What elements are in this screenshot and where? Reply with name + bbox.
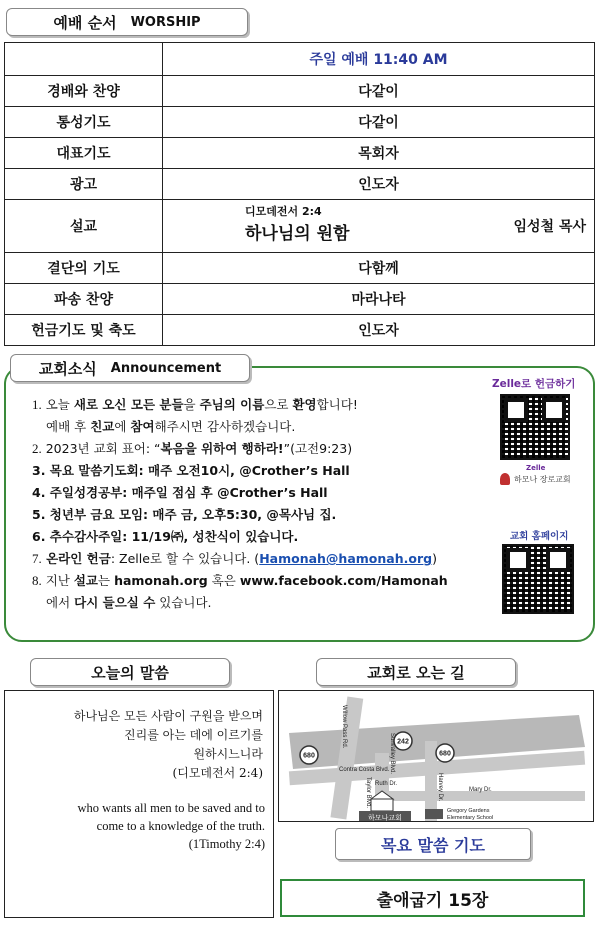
verse-korean: 하나님은 모든 사람이 구원을 받으며 진리를 아는 데에 이르기를 원하시느니라 (디모데전서 2:4) [73, 709, 263, 780]
sermon-reference: 디모데전서 2:4 [245, 205, 322, 218]
preacher-name: 임성철 목사 [513, 219, 586, 235]
label-church: 하모나교회 [368, 815, 402, 822]
order-item: 광고 [5, 169, 163, 200]
label-school1: Gregory Gardens [447, 808, 490, 814]
service-time: 주일 예배 11:40 AM [163, 43, 595, 76]
label-willow: Willow Pass Rd. [341, 705, 347, 749]
label-680b: 680 [439, 750, 451, 758]
order-item-sermon: 설교 [5, 200, 163, 253]
email-link[interactable]: Hamonah@hamonah.org [259, 551, 433, 566]
verse-english: who wants all men to be saved and to come to a knowledge of the truth. (1Timothy 2:4) [77, 801, 265, 851]
list-item: 7. 온라인 헌금: Zelle로 할 수 있습니다. (Hamonah@hamonah.org) [32, 551, 437, 566]
order-leader: 다같이 [163, 107, 595, 138]
label-242: 242 [397, 738, 409, 746]
announcement-header-ko: 교회소식 [38, 359, 97, 378]
map-graphic [279, 691, 594, 822]
worship-header [6, 8, 248, 36]
today-verse-box [4, 690, 274, 918]
label-680a: 680 [303, 752, 315, 760]
order-leader: 다같이 [163, 76, 595, 107]
zelle-label: Zelle로 헌금하기 [492, 378, 576, 390]
list-item: 3. 목요 말씀기도회: 매주 오전10시, @Crother’s Hall [32, 463, 350, 478]
order-leader: 인도자 [163, 315, 595, 346]
announcement-list [32, 394, 492, 614]
order-leader: 목회자 [163, 138, 595, 169]
thursday-prayer-header: 목요 말씀 기도 [335, 828, 531, 860]
order-item: 통성기도 [5, 107, 163, 138]
order-item: 결단의 기도 [5, 253, 163, 284]
order-item: 경배와 찬양 [5, 76, 163, 107]
church-logo [500, 471, 580, 487]
list-item: 5. 청년부 금요 모임: 매주 금, 오후5:30, @목사님 집. [32, 507, 337, 522]
announcement-box [4, 366, 595, 642]
label-mary: Mary Dr. [469, 787, 492, 793]
homepage-label: 교회 홈페이지 [510, 531, 569, 542]
label-ruth: Ruth Dr. [375, 781, 398, 787]
order-leader: 마라나타 [163, 284, 595, 315]
announcement-header-en: Announcement [110, 360, 222, 376]
worship-table [4, 42, 595, 346]
list-item: 6. 추수감사주일: 11/19㈜, 성찬식이 있습니다. [32, 529, 299, 544]
label-sunvalley: Sunvalley Blvd. [389, 733, 395, 775]
list-item: 4. 주일성경공부: 매주일 점심 후 @Crother’s Hall [32, 485, 328, 500]
church-building-icon [371, 799, 393, 811]
worship-header-en: WORSHIP [130, 14, 201, 30]
school-marker-icon [425, 809, 443, 819]
sermon-title: 하나님의 원함 [245, 224, 350, 244]
list-item: 2. 2023년 교회 표어: “복음을 위하여 행하라!”(고전9:23) [32, 441, 353, 456]
order-leader: 다함께 [163, 253, 595, 284]
today-word-header: 오늘의 말씀 [30, 658, 230, 686]
worship-header-ko: 예배 순서 [53, 13, 117, 32]
label-hamey: Harvey Dr. [437, 773, 443, 802]
order-item: 대표기도 [5, 138, 163, 169]
thursday-passage: 출애굽기 15장 [280, 879, 585, 917]
zelle-small-label: Zelle [526, 464, 546, 472]
homepage-qr-icon[interactable] [502, 544, 574, 614]
order-item: 파송 찬양 [5, 284, 163, 315]
list-item: 8. 지난 설교는 hamonah.org 혹은 www.facebook.com/Hamonah 에서 다시 들으실 수 있습니다. [32, 573, 448, 610]
zelle-qr-icon[interactable] [500, 394, 570, 460]
table-corner [5, 43, 163, 76]
label-school2: Elementary School [447, 815, 494, 821]
list-item: 1. 오늘 새로 오신 모든 분들을 주님의 이름으로 환영합니다! 예배 후 친교에 참여해주시면 감사하겠습니다. [32, 397, 358, 434]
church-logo-text: 하모나 장로교회 [514, 474, 571, 484]
label-contra: Contra Costa Blvd. [339, 767, 390, 773]
label-taylor: Taylor Blvd. [365, 777, 371, 809]
order-leader: 인도자 [163, 169, 595, 200]
sermon-cell [163, 200, 595, 253]
directions-map [278, 690, 594, 822]
church-logo-icon [500, 473, 510, 485]
announcement-header [10, 354, 250, 382]
directions-header: 교회로 오는 길 [316, 658, 516, 686]
order-item: 헌금기도 및 축도 [5, 315, 163, 346]
